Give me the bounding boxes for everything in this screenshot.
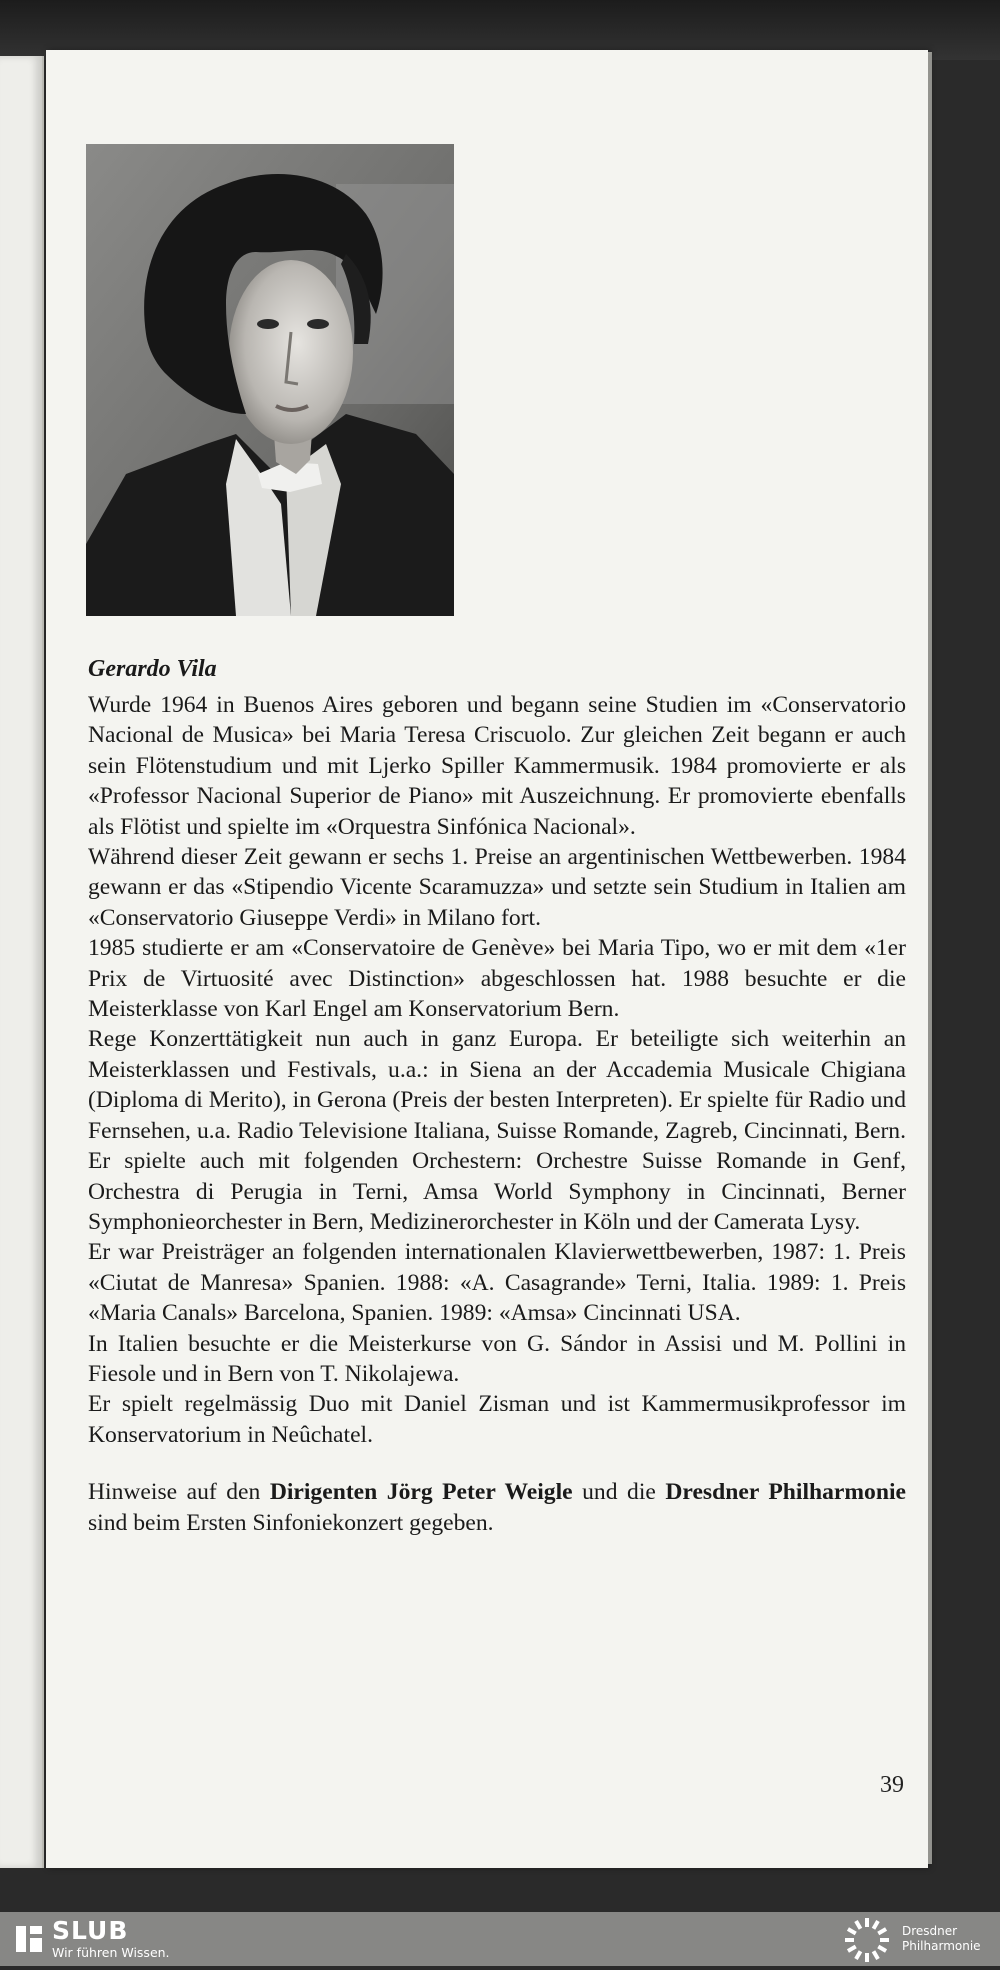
page-number: 39 [880, 1772, 904, 1798]
philharmonie-name: Dresdner Philharmonie [902, 1924, 981, 1953]
artist-name: Gerardo Vila [88, 656, 217, 682]
library-tagline: Wir führen Wissen. [52, 1945, 170, 1960]
biography-text [88, 654, 906, 1538]
facing-page-edge [0, 56, 44, 1868]
portrait-photo [86, 144, 454, 616]
note-orchestra: Dresdner Philharmonie [665, 1479, 906, 1506]
footer-bar [0, 1912, 1000, 1966]
bio-paragraph-2: Während dieser Zeit gewann er sechs 1. Preise an argentinischen Wettbewerben. 1984 gewann er das «Stipendio Vicente Scaramuzza» und setzte sein Studium in Italien am «Conservatorio Giuseppe Verdi» in Milano fort. [88, 844, 906, 931]
library-name: SLUB [52, 1916, 129, 1945]
philharmonie-logo-icon [842, 1915, 892, 1970]
note-text-end: sind beim Ersten Sinfoniekonzert gegeben. [88, 1509, 494, 1536]
bio-paragraph-1: Wurde 1964 in Buenos Aires geboren und begann seine Studien im «Conservatorio Nacional de Musica» bei Maria Teresa Criscuolo. Zur gleichen Zeit begann er auch sein Flötenstudium und mit Ljerko Spiller Kammermusik. 1984 promovierte er als «Professor Nacional Superior de Piano» mit Auszeichnung. Er promovierte ebenfalls als Flötist und spielte im «Orquestra Sinfónica Nacional». [88, 692, 906, 840]
bio-paragraph-5: Er war Preisträger an folgenden internationalen Klavierwettbewerben, 1987: 1. Preis «Ciutat de Manresa» Spanien. 1988: «A. Casagrande» Terni, Italia. 1989: 1. Preis «Maria Canals» Barcelona, Spanien. 1989: «Amsa» Cincinnati USA. [88, 1239, 906, 1327]
note-text-start: Hinweise auf den [88, 1479, 270, 1506]
document-page [46, 50, 928, 1868]
note-text-middle: und die [572, 1479, 666, 1506]
note-conductor: Dirigenten Jörg Peter Weigle [269, 1479, 573, 1506]
bio-paragraph-7: Er spielt regelmässig Duo mit Daniel Zisman und ist Kammermusikprofessor im Konservatorium in Neûchatel. [88, 1391, 906, 1448]
bio-paragraph-4: Rege Konzerttätigkeit nun auch in ganz Europa. Er beteiligte sich weiterhin an Meisterklassen und Festivals, u.a.: in Siena an der Accademia Musicale Chigiana (Diploma di Merito), in Gerona (Preis der besten Interpreten). Er spielte für Radio und Fernsehen, u.a. Radio Televisione Italiana, Suisse Romande, Zagreb, Cincinnati, Bern. Er spielte auch mit folgenden Orchestern: Orchestre Suisse Romande in Genf, Orchestra di Perugia in Terni, Amsa World Symphony in Cincinnati, Berner Symphonieorchester in Bern, Medizinerorchester in Köln und der Camerata Lysy. [88, 1026, 906, 1235]
bio-paragraph-6: In Italien besuchte er die Meisterkurse von G. Sándor in Assisi und M. Pollini in Fiesole und in Bern von T. Nikolajewa. [88, 1330, 906, 1387]
bio-paragraph-3: 1985 studierte er am «Conservatoire de Genève» bei Maria Tipo, wo er mit dem «1er Prix de Virtuosité avec Distinction» abgeschlossen hat. 1988 besuchte er die Meisterklasse von Karl Engel am Konservatorium Bern. [88, 935, 906, 1023]
slub-logo-icon [12, 1922, 46, 1961]
concert-note [88, 1477, 906, 1538]
